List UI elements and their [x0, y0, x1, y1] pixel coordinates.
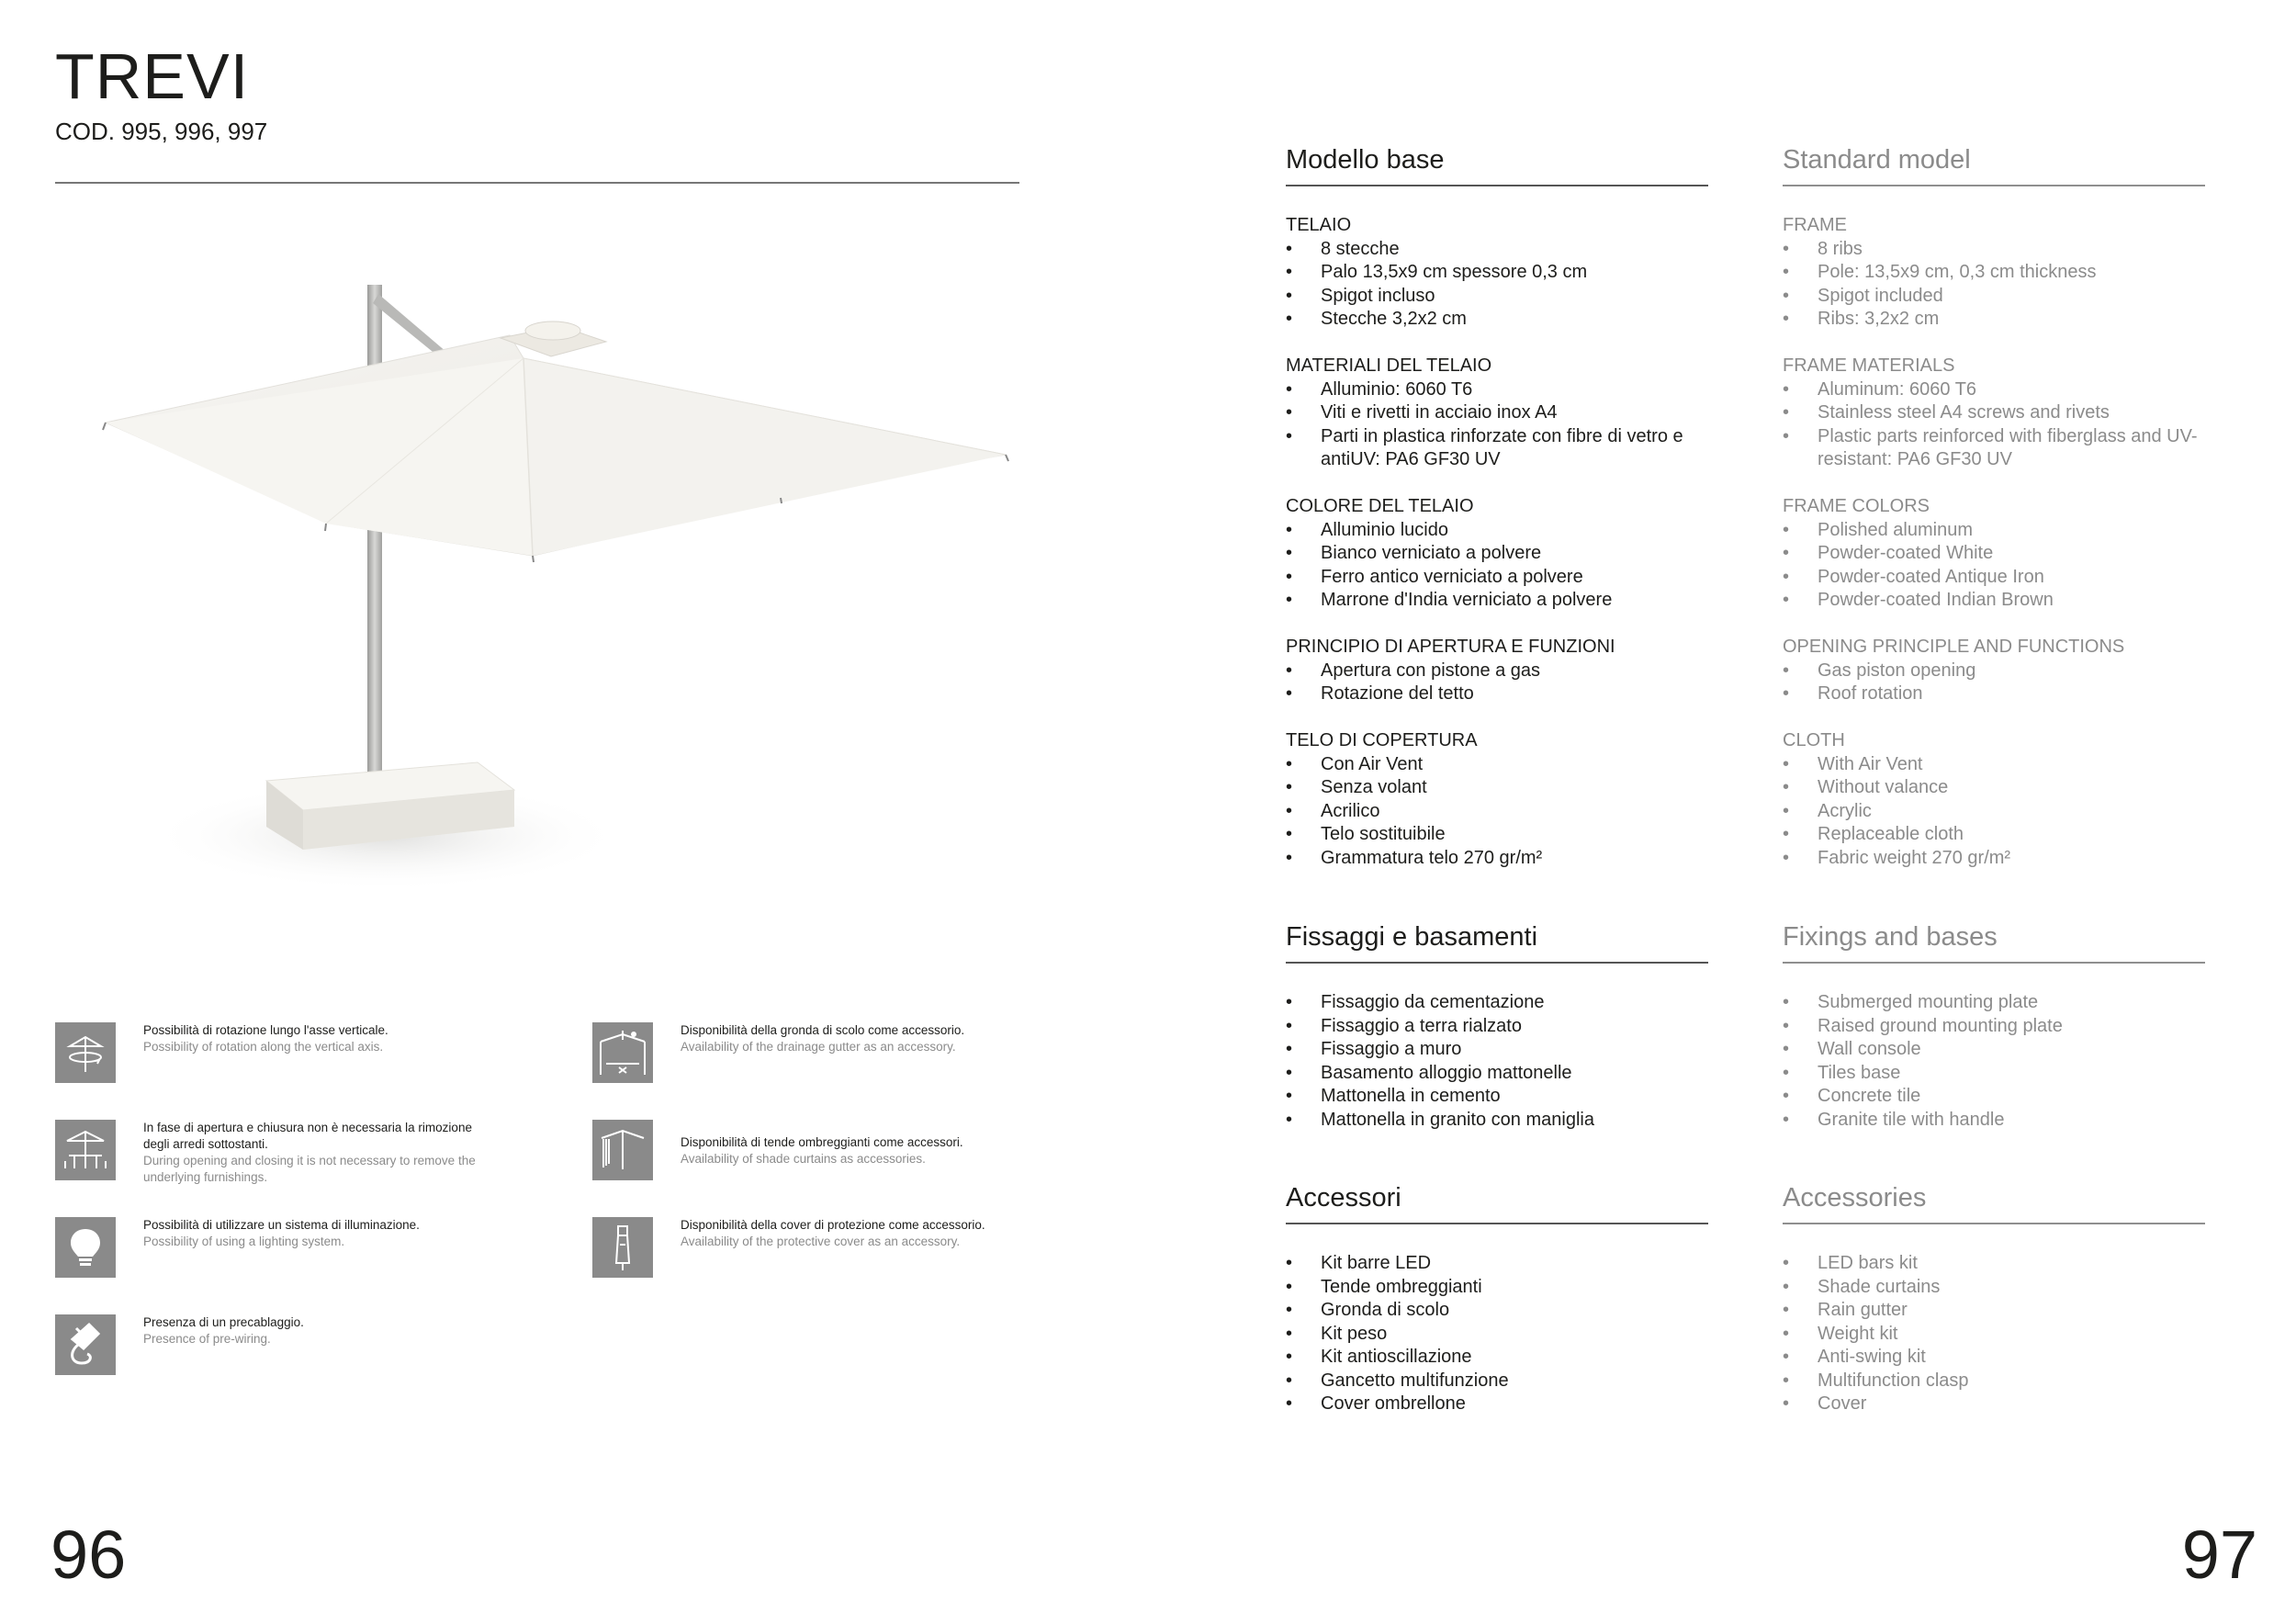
spec-item: • Alluminio: 6060 T6: [1286, 378, 1708, 402]
spec-group-opening: [1783, 636, 2205, 706]
spec-item: • Powder-coated White: [1783, 542, 2205, 566]
feature-text-it: In fase di apertura e chiusura non è necessaria la rimozione degli arredi sottostanti.: [143, 1121, 472, 1151]
spec-group-cloth: [1783, 729, 2205, 870]
spec-group-frame: [1783, 214, 2205, 332]
spec-item: • With Air Vent: [1783, 753, 2205, 777]
spec-item: • 8 ribs: [1783, 238, 2205, 262]
spec-item: • Plastic parts reinforced with fiberglass and UV-resistant: PA6 GF30 UV: [1783, 425, 2205, 472]
rotation-icon: [55, 1022, 116, 1083]
section-heading: Fixings and bases: [1783, 924, 2205, 964]
spec-item: • Tiles base: [1783, 1062, 2205, 1086]
title-divider: [55, 182, 1019, 184]
standard-model-it: [1286, 147, 1708, 870]
section-heading: Modello base: [1286, 147, 1708, 186]
spec-item: • Aluminum: 6060 T6: [1783, 378, 2205, 402]
spec-item: • Acrylic: [1783, 800, 2205, 824]
feature-rotation: [55, 1022, 501, 1083]
spec-item: • Concrete tile: [1783, 1085, 2205, 1109]
spec-item: • Stecche 3,2x2 cm: [1286, 308, 1708, 332]
spec-item: • Powder-coated Antique Iron: [1783, 566, 2205, 590]
spec-item: • Polished aluminum: [1783, 519, 2205, 543]
spec-item: • Submerged mounting plate: [1783, 991, 2205, 1015]
spec-item: • Shade curtains: [1783, 1276, 2205, 1300]
spec-item: • Ferro antico verniciato a polvere: [1286, 566, 1708, 590]
spec-item: • Gancetto multifunzione: [1286, 1370, 1708, 1393]
section-heading: Fissaggi e basamenti: [1286, 924, 1708, 964]
spec-item: • Grammatura telo 270 gr/m²: [1286, 847, 1708, 871]
page-number-left: 96: [51, 1517, 127, 1593]
spec-item: • Spigot included: [1783, 285, 2205, 309]
spec-group-title: TELO DI COPERTURA: [1286, 730, 1478, 750]
spec-item: • Parti in plastica rinforzate con fibre di vetro e antiUV: PA6 GF30 UV: [1286, 425, 1708, 472]
spec-item: • Bianco verniciato a polvere: [1286, 542, 1708, 566]
spec-item: • Telo sostituibile: [1286, 823, 1708, 847]
feature-furniture: [55, 1120, 501, 1186]
spec-item: • Anti-swing kit: [1783, 1346, 2205, 1370]
spec-group-materials: [1783, 355, 2205, 472]
spec-item: • Basamento alloggio mattonelle: [1286, 1062, 1708, 1086]
spec-item: • Kit peso: [1286, 1323, 1708, 1347]
feature-prewiring: [55, 1314, 501, 1375]
spec-item: • Spigot incluso: [1286, 285, 1708, 309]
spec-item: • Fissaggio da cementazione: [1286, 991, 1708, 1015]
spec-group-opening: [1286, 636, 1708, 706]
spec-item: • LED bars kit: [1783, 1252, 2205, 1276]
spec-item: • Raised ground mounting plate: [1783, 1015, 2205, 1039]
section-heading: Standard model: [1783, 147, 2205, 186]
spec-item: • Wall console: [1783, 1038, 2205, 1062]
spec-item: • Kit antioscillazione: [1286, 1346, 1708, 1370]
gutter-icon: [592, 1022, 653, 1083]
feature-curtains: [592, 1120, 1039, 1180]
spec-item: • Granite tile with handle: [1783, 1109, 2205, 1133]
spec-item: • Mattonella in cemento: [1286, 1085, 1708, 1109]
section-heading: Accessori: [1286, 1185, 1708, 1224]
spec-item: • Cover ombrellone: [1286, 1393, 1708, 1416]
spec-group-colors: [1286, 495, 1708, 613]
standard-model-en: [1783, 147, 2205, 870]
spec-item: • Replaceable cloth: [1783, 823, 2205, 847]
feature-text-it: Disponibilità della cover di protezione come accessorio.: [681, 1218, 985, 1232]
product-code: COD. 995, 996, 997: [55, 118, 268, 145]
spec-item: • Marrone d'India verniciato a polvere: [1286, 589, 1708, 613]
spec-item: • Fissaggio a terra rialzato: [1286, 1015, 1708, 1039]
spec-item: • Tende ombreggianti: [1286, 1276, 1708, 1300]
spec-item: • Ribs: 3,2x2 cm: [1783, 308, 2205, 332]
furniture-icon: [55, 1120, 116, 1180]
spec-item: • Gronda di scolo: [1286, 1299, 1708, 1323]
spec-group-colors: [1783, 495, 2205, 613]
spec-item: • Con Air Vent: [1286, 753, 1708, 777]
cover-icon: [592, 1217, 653, 1278]
page-number-right: 97: [2181, 1517, 2257, 1593]
lightbulb-icon: [55, 1217, 116, 1278]
feature-text-en: Presence of pre-wiring.: [143, 1332, 271, 1346]
spec-group-title: OPENING PRINCIPLE AND FUNCTIONS: [1783, 637, 2125, 657]
spec-item: • Weight kit: [1783, 1323, 2205, 1347]
spec-item: • Acrilico: [1286, 800, 1708, 824]
section-heading: Accessories: [1783, 1185, 2205, 1224]
umbrella-product-image: [92, 239, 1056, 928]
feature-text-en: During opening and closing it is not necessary to remove the underlying furnishings.: [143, 1154, 476, 1184]
spec-item: • Multifunction clasp: [1783, 1370, 2205, 1393]
spec-item: • Alluminio lucido: [1286, 519, 1708, 543]
feature-text-it: Possibilità di rotazione lungo l'asse verticale.: [143, 1023, 388, 1037]
spec-item: • Fabric weight 270 gr/m²: [1783, 847, 2205, 871]
accessories-it: [1286, 1185, 1708, 1416]
spec-item: • Senza volant: [1286, 776, 1708, 800]
spec-item: • Pole: 13,5x9 cm, 0,3 cm thickness: [1783, 261, 2205, 285]
spec-item: • Stainless steel A4 screws and rivets: [1783, 401, 2205, 425]
spec-item: • Rain gutter: [1783, 1299, 2205, 1323]
spec-group-title: MATERIALI DEL TELAIO: [1286, 355, 1492, 376]
spec-group-title: FRAME: [1783, 215, 1847, 235]
feature-text-it: Presenza di un precablaggio.: [143, 1315, 304, 1329]
plug-icon: [55, 1314, 116, 1375]
fixings-en: [1783, 924, 2205, 1132]
spec-item: • Kit barre LED: [1286, 1252, 1708, 1276]
spec-item: • Viti e rivetti in acciaio inox A4: [1286, 401, 1708, 425]
spec-group-cloth: [1286, 729, 1708, 870]
feature-text-en: Availability of the drainage gutter as an accessory.: [681, 1040, 956, 1054]
spec-group-title: TELAIO: [1286, 215, 1352, 235]
feature-text-en: Availability of shade curtains as accessories.: [681, 1152, 926, 1166]
spec-group-title: PRINCIPIO DI APERTURA E FUNZIONI: [1286, 637, 1615, 657]
spec-group-materials: [1286, 355, 1708, 472]
feature-text-en: Possibility of rotation along the vertical axis.: [143, 1040, 384, 1054]
spec-group-title: COLORE DEL TELAIO: [1286, 496, 1474, 516]
curtain-icon: [592, 1120, 653, 1180]
feature-gutter: [592, 1022, 1039, 1083]
feature-text-it: Disponibilità della gronda di scolo come accessorio.: [681, 1023, 965, 1037]
feature-lighting: [55, 1217, 501, 1278]
feature-text-it: Possibilità di utilizzare un sistema di illuminazione.: [143, 1218, 420, 1232]
spec-item: • Without valance: [1783, 776, 2205, 800]
feature-cover: [592, 1217, 1039, 1278]
accessories-en: [1783, 1185, 2205, 1416]
spec-group-title: CLOTH: [1783, 730, 1845, 750]
feature-text-it: Disponibilità di tende ombreggianti come accessori.: [681, 1135, 963, 1149]
spec-item: • Roof rotation: [1783, 682, 2205, 706]
product-title: TREVI: [55, 40, 250, 112]
spec-group-title: FRAME COLORS: [1783, 496, 1930, 516]
spec-item: • Fissaggio a muro: [1286, 1038, 1708, 1062]
feature-text-en: Possibility of using a lighting system.: [143, 1235, 345, 1248]
spec-item: • Rotazione del tetto: [1286, 682, 1708, 706]
spec-item: • Powder-coated Indian Brown: [1783, 589, 2205, 613]
spec-group-frame: [1286, 214, 1708, 332]
spec-item: • Apertura con pistone a gas: [1286, 660, 1708, 683]
spec-item: • Palo 13,5x9 cm spessore 0,3 cm: [1286, 261, 1708, 285]
feature-text-en: Availability of the protective cover as an accessory.: [681, 1235, 961, 1248]
spec-item: • 8 stecche: [1286, 238, 1708, 262]
spec-item: • Cover: [1783, 1393, 2205, 1416]
spec-item: • Gas piston opening: [1783, 660, 2205, 683]
spec-item: • Mattonella in granito con maniglia: [1286, 1109, 1708, 1133]
fixings-it: [1286, 924, 1708, 1132]
spec-group-title: FRAME MATERIALS: [1783, 355, 1955, 376]
